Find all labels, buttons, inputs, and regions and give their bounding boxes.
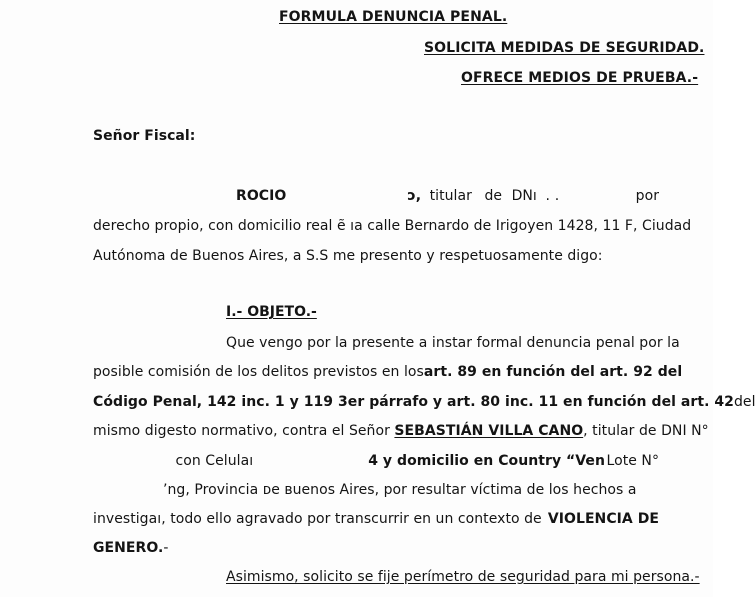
- paragraph-line-2: [93, 363, 683, 381]
- paragraph-text: -: [163, 540, 169, 556]
- intro-line-1: [236, 187, 659, 205]
- legal-citation: Código Penal, 142 inc. 1 y 119 3er párrafo y art. 80 inc. 11 en función del art. 42: [93, 394, 734, 410]
- paragraph-text: , titular de DNI N°: [583, 423, 709, 439]
- paragraph-line-3: [93, 393, 756, 411]
- paragraph-line-4: [93, 422, 709, 440]
- paragraph-text: investigaı, todo ello agravado por transcurrir en un contexto de: [93, 511, 542, 527]
- paragraph-line-7: [93, 510, 659, 528]
- paragraph-line-8: [93, 539, 659, 557]
- intro-word: por: [635, 188, 659, 204]
- accused-name: SEBASTIÁN VILLA CANO: [394, 423, 584, 439]
- intro-word: titular: [429, 188, 472, 204]
- subtitle-evidence: OFRECE MEDIOS DE PRUEBA.-: [461, 70, 699, 86]
- paragraph-text: 4 y domicilio en Country “Ven: [368, 453, 605, 469]
- paragraph-text: Lote N°: [606, 453, 659, 469]
- paragraph-line-5: [93, 452, 659, 470]
- paragraph-line-6: ’ng, Provincia ᴅe ʙuenos Aires, por resultar víctima de los hechos a: [163, 482, 637, 498]
- intro-line-3: Autónoma de Buenos Aires, a S.S me presento y respetuosamente digo:: [93, 248, 603, 264]
- addressee: Señor Fiscal:: [93, 128, 196, 144]
- paragraph-text: con Celulaı: [175, 453, 254, 469]
- complainant-name-tail: ↄ,: [407, 188, 422, 204]
- intro-word: de: [484, 188, 503, 204]
- violence-label: VIOLENCIA DE: [547, 511, 659, 527]
- paragraph-text: del: [733, 394, 756, 410]
- section-heading-objeto: I.- OBJETO.-: [226, 304, 317, 320]
- intro-line-2: derecho propio, con domicilio real ẽ ıa calle Bernardo de Irigoyen 1428, 11 F, Ciudad: [93, 218, 692, 234]
- subtitle-security-measures: SOLICITA MEDIDAS DE SEGURIDAD.: [424, 40, 705, 56]
- violence-label-end: GENERO.: [93, 540, 164, 556]
- complainant-name: ROCIO: [236, 188, 287, 204]
- intro-dni-fragment: ․ ․: [545, 188, 560, 204]
- intro-dni-label: DNı: [511, 188, 537, 204]
- document-title: FORMULA DENUNCIA PENAL.: [279, 9, 508, 25]
- paragraph-text: posible comisión de los delitos previstos en los: [93, 364, 424, 380]
- paragraph-line-1: Que vengo por la presente a instar formal denuncia penal por la: [226, 335, 680, 351]
- paragraph-text: mismo digesto normativo, contra el Señor: [93, 423, 390, 439]
- security-request-paragraph: Asimismo, solicito se fije perímetro de seguridad para mi persona.-: [226, 569, 700, 585]
- legal-citation: art. 89 en función del art. 92 del: [423, 364, 683, 380]
